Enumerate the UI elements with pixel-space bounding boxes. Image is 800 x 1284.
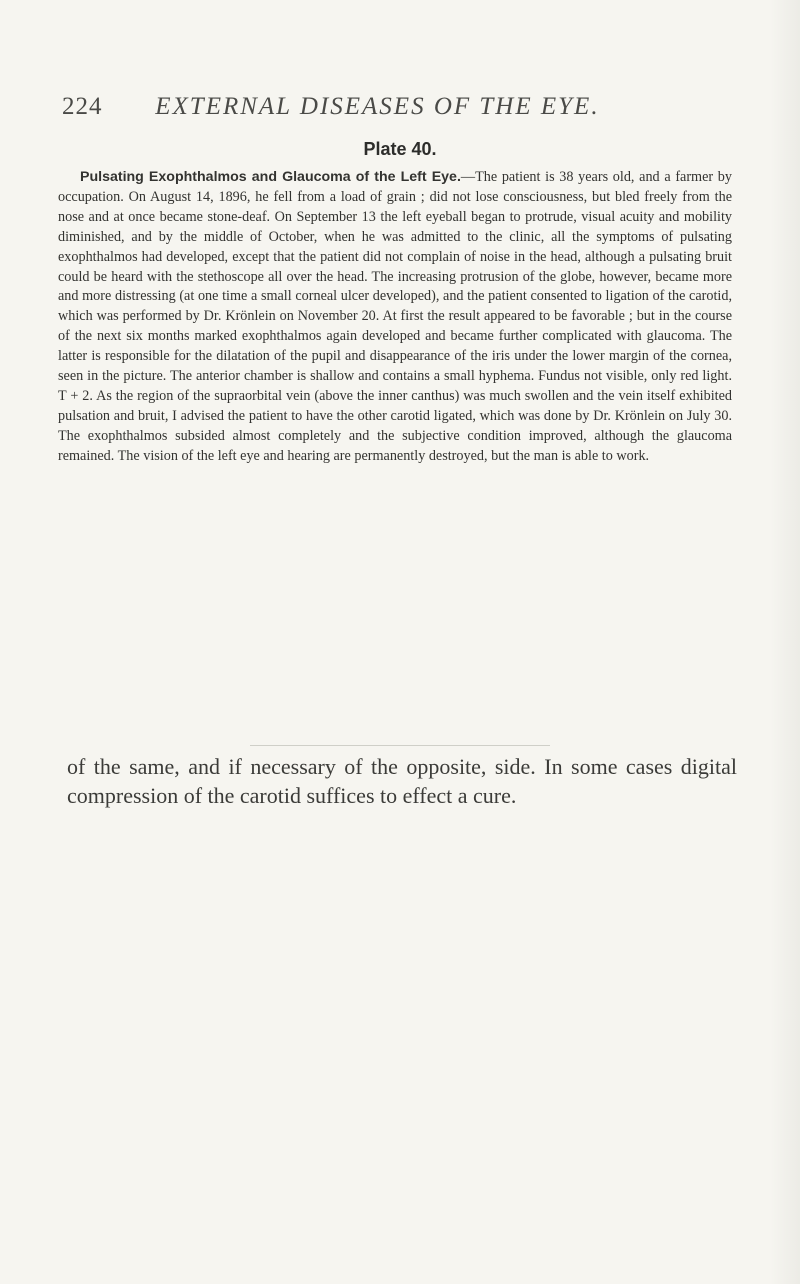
page-number: 224	[62, 93, 103, 120]
running-head	[62, 90, 682, 124]
case-description	[58, 168, 732, 467]
case-heading: Pulsating Exophthalmos and Glaucoma of the Left Eye.	[80, 169, 461, 185]
running-title: EXTERNAL DISEASES OF THE EYE.	[155, 93, 600, 120]
plate-title: Plate 40.	[363, 139, 437, 159]
section-divider	[250, 745, 550, 746]
case-body: —The patient is 38 years old, and a farmer by occupation. On August 14, 1896, he fell from a load of grain ; did not lose consciousness, but bled freely from the nose and at once became stone-deaf. On September 13 the left eyeball began to protrude, visual acuity and mobility diminished, and by the middle of October, when he was admitted to the clinic, all the symptoms of pulsating exophthalmos had developed, except that the patient did not complain of noise in the head, although a pulsating bruit could be heard with the stethoscope all over the head. The increasing protrusion of the globe, however, became more and more distressing (at one time a small corneal ulcer developed), and the patient consented to ligation of the carotid, which was performed by Dr. Krönlein on November 20. At first the result appeared to be favorable ; but in the course of the next six months marked exophthalmos again developed and became further complicated with glaucoma. The latter is responsible for the dilatation of the pupil and disappearance of the iris under the lower margin of the cornea, seen in the picture. The anterior chamber is shallow and contains a small hyphema. Fundus not visible, only red light. T + 2. As the region of the supraorbital vein (above the inner canthus) was much swollen and the vein itself exhibited pulsation and bruit, I advised the patient to have the other carotid ligated, which was done by Dr. Krönlein on July 30. The exophthalmos subsided almost completely and the subjective condition improved, although the glaucoma remained. The vision of the left eye and hearing are permanently destroyed, but the man is able to work.	[58, 169, 732, 464]
body-text-continuation: of the same, and if necessary of the opposite, side. In some cases digital compression of the carotid suffices to effect a cure.	[67, 754, 737, 808]
